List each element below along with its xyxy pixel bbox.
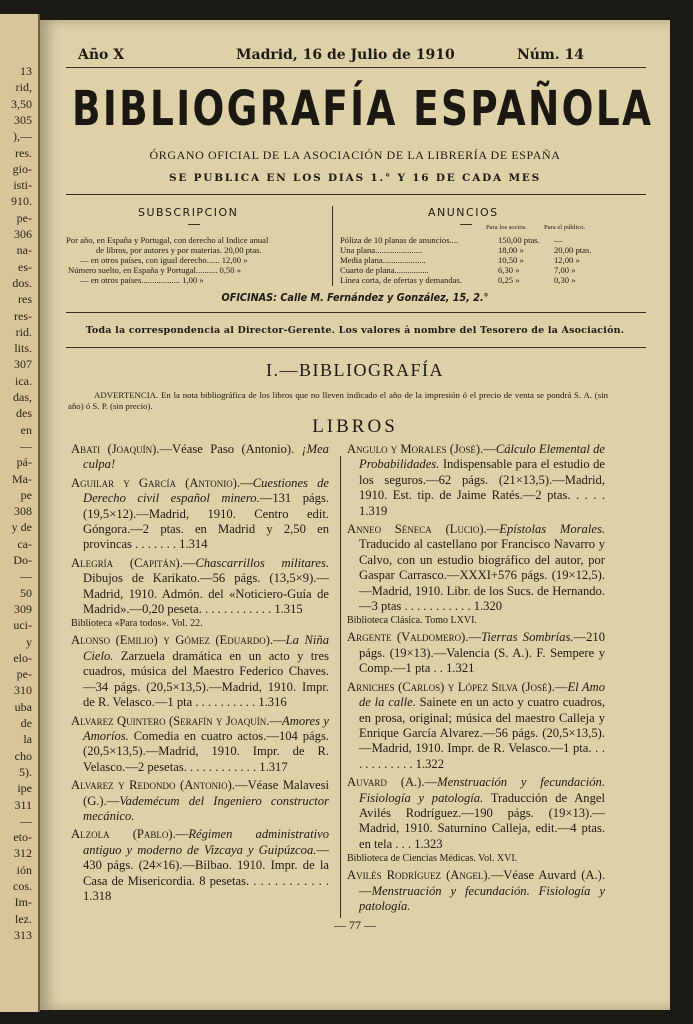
fragment-text: 306: [14, 227, 32, 241]
entry-series: Biblioteca «Para todos». Vol. 22.: [71, 618, 203, 630]
entry-author: Avilés Rodríguez (Angel).: [347, 868, 491, 883]
entry-text: —: [483, 442, 496, 456]
entry-details: Traducción de Angel Avilés Rodríguez.—190 págs. (19×13).—Madrid, 1910. Saturnino Calleja, edit.—4 ptas. en tela . . . 1.323: [359, 790, 605, 851]
entry-author: Arniches (Carlos) y López Silva (José).: [347, 679, 555, 694]
page-number: — 77 —: [334, 918, 376, 932]
section-title: I.—BIBLIOGRAFÍA: [266, 360, 444, 380]
entry-author: Argente (Valdomero).: [347, 630, 469, 645]
fragment-text: 308: [14, 504, 32, 519]
entry-title: Cuestiones de Derecho civil español minero.: [83, 475, 329, 506]
libros-title: LIBROS: [312, 416, 398, 437]
bibliography-entry: [347, 680, 605, 772]
fragment-text: pe: [20, 487, 32, 502]
fragment-text: —: [20, 813, 32, 828]
fragment-text: 50: [20, 585, 32, 600]
bibliography-entry: [71, 476, 329, 553]
fragment-text: das,: [13, 390, 32, 404]
fragment-text: 305: [14, 112, 32, 127]
entry-details: Sainete en un acto y cuatro cuadros, en prosa, original; música del maestro Calleja y Enrique García Alvarez.—56 págs. (20,5×13,5).—Madrid, 1910. Impr. de R. Velasco.—1 pta. . . . . . . . . . . . 1.322: [359, 695, 606, 771]
ads-heading: ANUNCIOS: [428, 206, 499, 219]
entry-title: Chascarrillos militares.: [195, 555, 329, 570]
fragment-text: 5).: [19, 764, 32, 779]
entry-details: Comedia en cuatro actos.—104 págs. (20,5×13,5).—Madrid, 1910. Impr. de R. Velasco.—2 pesetas. . . . . . . . . . . . 1.317: [83, 728, 329, 774]
entry-author: Auvard (A.).: [347, 775, 425, 790]
entry-author: Aguilar y García (Antonio).: [71, 475, 241, 490]
fragment-text: lits.: [14, 341, 32, 356]
entry-title: Régimen administrativo antiguo y moderno de Vizcaya y Guipúzcoa.: [83, 827, 329, 857]
journal-page: [40, 20, 670, 1010]
left-column: [71, 442, 329, 904]
publication-frequency: SE PUBLICA EN LOS DIAS 1.° Y 16 DE CADA MES: [168, 172, 542, 184]
fragment-text: cos.: [13, 879, 32, 893]
fragment-text: y: [26, 634, 32, 649]
entry-title: Tierras Sombrías.: [481, 630, 574, 645]
entry-text: —Véase Paso (Antonio).: [159, 442, 302, 456]
fragment-text: 311: [14, 797, 32, 812]
bibliography-entry: [347, 630, 605, 676]
entry-author: Angulo y Morales (José).: [347, 442, 484, 456]
entry-author: Anneo Séneca (Lucio).: [347, 522, 487, 537]
fragment-text: 910.: [11, 194, 32, 209]
column-divider: [340, 456, 341, 918]
fragment-text: y de: [11, 520, 32, 535]
warning-note: ADVERTENCIA. En la nota bibliográfica de los libros que no lleven indicado el año de la impresión ó el precio de venta se pondrá S. A. (sin año) ó S. P. (sin precio).: [68, 390, 608, 411]
entry-author: Alonso (Emilio) y Gómez (Eduardo).: [71, 633, 274, 648]
entry-details: —131 págs. (19,5×12).—Madrid, 1910. Centro edit. Góngora.—2 ptas. en Madrid y 2,50 en provincas . . . . . . . 1.314: [83, 491, 329, 552]
entry-title: Menstruación y fecundación. Fisiología y patología.: [359, 883, 605, 913]
entry-details: —210 págs. (19×13).—Valencia (S. A.). F. Sempere y Comp.—1 pta . . 1.321: [359, 630, 606, 676]
fragment-text: Ma-: [12, 471, 32, 486]
entry-text: —: [240, 475, 253, 490]
entry-details: —430 págs. (24×16).—Bilbao. 1910. Impr. de la Casa de Misericordia. 8 pesetas. . . . . . . . . . . . 1.318: [83, 842, 329, 903]
bibliography-entry: [71, 556, 329, 618]
entry-details: Dibujos de Karikato.—56 págs. (13,5×9).—Madrid, 1910. Admón. del «Noticiero-Guía de Madrid».—0,20 peseta. . . . . . . . . . . . 1.315: [83, 571, 329, 617]
issue-date: Madrid, 16 de Julio de 1910: [236, 47, 455, 63]
fragment-text: na-: [16, 243, 32, 258]
fragment-text: isti-: [13, 178, 32, 193]
entry-text: —Véase Auvard (A.).—: [359, 868, 605, 898]
subscription-row: — en otros países, con igual derecho...... 12,00 »: [80, 255, 248, 265]
fragment-text: eto-: [13, 830, 32, 845]
fragment-text: uci-: [13, 618, 32, 633]
fragment-text: la: [23, 732, 32, 747]
divider: [188, 224, 200, 225]
ads-row-label: Una plana......................: [340, 245, 423, 255]
fragment-text: ipe: [17, 781, 32, 796]
ads-row-socios: 6,30 »: [498, 265, 520, 275]
entry-author: Alegría (Capitán).: [71, 555, 183, 570]
fragment-text: ica.: [15, 373, 32, 388]
divider: [460, 224, 472, 225]
divider: [332, 206, 333, 286]
fragment-text: dos.: [12, 275, 32, 290]
fragment-text: es-: [18, 259, 32, 274]
fragment-text: res.: [15, 145, 32, 160]
subscription-row: — en otros países.................. 1,00 »: [80, 275, 204, 285]
entry-details: Indispensable para el estudio de los seguros.—62 págs. (21×13,5).—Madrid, 1910. Est. tip. de Jaime Ratés.—2 ptas. . . . . 1.319: [359, 457, 605, 518]
entry-title: La Niña Cielo.: [83, 633, 329, 663]
ads-col-socios: Para los socios.: [486, 224, 527, 231]
ads-row-publico: 12,00 »: [554, 255, 580, 265]
ads-row-label: Póliza de 10 planas de anuncios....: [340, 235, 459, 245]
entry-author: Alvarez y Redondo (Antonio).: [71, 778, 235, 793]
bibliography-entry: [347, 868, 605, 914]
bibliography-entry: [71, 778, 329, 824]
entry-text: —Véase Malavesi (G.).—: [83, 778, 330, 808]
bibliography-entry: [71, 714, 329, 776]
journal-subtitle: ÓRGANO OFICIAL DE LA ASOCIACIÓN DE LA LIBRERÍA DE ESPAÑA: [149, 148, 561, 162]
correspondence-note: Toda la correspondencia al Director-Gerente. Los valores á nombre del Tesorero de la Asociación.: [85, 325, 625, 336]
ads-col-publico: Para el público.: [544, 224, 586, 231]
fragment-text: pe-: [16, 667, 32, 682]
divider: [66, 312, 646, 313]
entry-text: —: [424, 775, 438, 790]
divider: [66, 347, 646, 348]
ads-row-socios: 150,00 ptas.: [498, 235, 540, 245]
entry-author: Alvarez Quintero (Serafín y Joaquín.: [71, 713, 270, 728]
bibliography-entry: [71, 827, 329, 904]
fragment-text: uba: [14, 699, 32, 714]
bibliography-entry: [347, 775, 605, 852]
fragment-text: en: [20, 422, 32, 437]
ads-row-socios: 18,00 »: [498, 245, 524, 255]
ads-row-label: Cuarto de plana................: [340, 265, 429, 275]
entry-title: Cálculo Elemental de Probabilidades.: [359, 442, 605, 472]
issue-number: Núm. 14: [517, 47, 585, 63]
header-rule: [66, 67, 646, 68]
subscription-row: de libros, por autores y por materias. 20,00 ptas.: [96, 245, 262, 255]
entry-details: Traducido al castellano por Francisco Navarro y Calvo, con un estudio biográfico del autor, por Gaspar Carrasco.—XXXI+576 págs. (19×12,5).—Madrid, 1910. Libr. de los Sucs. de Hernando.—3 ptas . . . . . . . . . . . 1.320: [359, 537, 605, 614]
entry-title: Vademécum del Ingeniero constructor mecánico.: [83, 793, 329, 823]
fragment-text: pe-: [16, 210, 32, 225]
fragment-text: gio-: [12, 161, 32, 176]
fragment-text: —: [20, 438, 32, 453]
fragment-text: Im-: [14, 895, 32, 910]
fragment-text: res-: [14, 308, 32, 323]
ads-row-publico: 20,00 ptas.: [554, 245, 592, 255]
entry-text: —: [269, 713, 283, 728]
ads-row-socios: 0,25 »: [498, 275, 520, 285]
entry-details: Zarzuela dramática en un acto y tres cuadros, música del Maestro Federico Chaves.—34 págs. (20,5×13,5).—Madrid, 1910. Impr. de R. Velasco.—1 pta . . . . . . . . . . 1.316: [83, 648, 329, 710]
fragment-text: res: [18, 292, 32, 307]
entry-text: —: [182, 555, 196, 570]
ads-row-socios: 10,50 »: [498, 255, 524, 265]
divider: [66, 194, 646, 195]
bibliography-entry: [71, 442, 329, 473]
entry-author: Alzola (Pablo).: [71, 827, 176, 842]
entry-title: ¡Mea culpa!: [83, 442, 329, 472]
fragment-text: 307: [14, 357, 32, 372]
fragment-text: rid,: [15, 80, 32, 95]
fragment-text: ),—: [13, 129, 32, 144]
fragment-text: lez.: [15, 911, 32, 926]
ads-row-label: Línea corta, de ofertas y demandas.: [340, 275, 462, 285]
fragment-text: cho: [14, 748, 32, 763]
fragment-text: 13: [20, 64, 32, 78]
fragment-text: —: [20, 569, 32, 584]
issue-year: Año X: [78, 47, 125, 63]
fragment-text: ión: [16, 862, 32, 877]
fragment-text: ca-: [17, 536, 32, 551]
adjacent-page-edge: [0, 14, 40, 1012]
bibliography-entry: [71, 633, 329, 710]
fragment-text: 312: [14, 846, 32, 861]
entry-text: —: [273, 633, 286, 648]
ads-row-label: Media plana....................: [340, 255, 426, 265]
entry-title: Epístolas Morales.: [499, 522, 605, 537]
entry-text: —: [175, 827, 189, 842]
fragment-text: pá-: [16, 455, 32, 470]
bibliography-entry: [347, 522, 605, 614]
entry-title: Menstruación y fecundación. Fisiología y patología.: [359, 775, 605, 805]
fragment-text: rid.: [15, 324, 32, 339]
fragment-text: 310: [14, 683, 32, 698]
journal-title: BIBLIOGRAFÍA ESPAÑOLA: [72, 81, 654, 137]
entry-title: Amores y Amoríos.: [83, 713, 330, 743]
fragment-text: elo-: [13, 650, 32, 665]
ads-row-publico: 0,30 »: [554, 275, 576, 285]
fragment-text: des: [16, 406, 32, 421]
fragment-text: 313: [14, 927, 32, 942]
entry-series: Biblioteca Clásica. Tomo LXVI.: [347, 615, 477, 627]
offices-address: OFICINAS: Calle M. Fernández y González, 15, 2.°: [221, 292, 489, 304]
entry-text: —: [468, 630, 482, 645]
entry-author: Abati (Joaquín).: [71, 442, 160, 456]
bibliography-entry: [347, 442, 605, 519]
ads-row-publico: 7,00 »: [554, 265, 576, 275]
entry-text: —: [554, 679, 568, 694]
subscription-row: Número suelto, en España y Portugal.......... 0,50 »: [68, 265, 242, 275]
entry-text: —: [486, 522, 500, 537]
right-column: [347, 442, 605, 914]
subscription-heading: SUBSCRIPCION: [138, 206, 239, 219]
subscription-row: Por año, en España y Portugal, con derecho al Indice anual: [66, 235, 269, 245]
fragment-text: de: [20, 716, 32, 730]
fragment-text: 309: [14, 601, 32, 616]
fragment-text: 3,50: [11, 96, 32, 111]
entry-series: Biblioteca de Ciencias Médicas. Vol. XVI.: [347, 853, 518, 865]
fragment-text: Do-: [13, 553, 32, 567]
ads-row-publico: —: [554, 235, 563, 245]
entry-title: El Amo de la calle.: [359, 679, 606, 710]
